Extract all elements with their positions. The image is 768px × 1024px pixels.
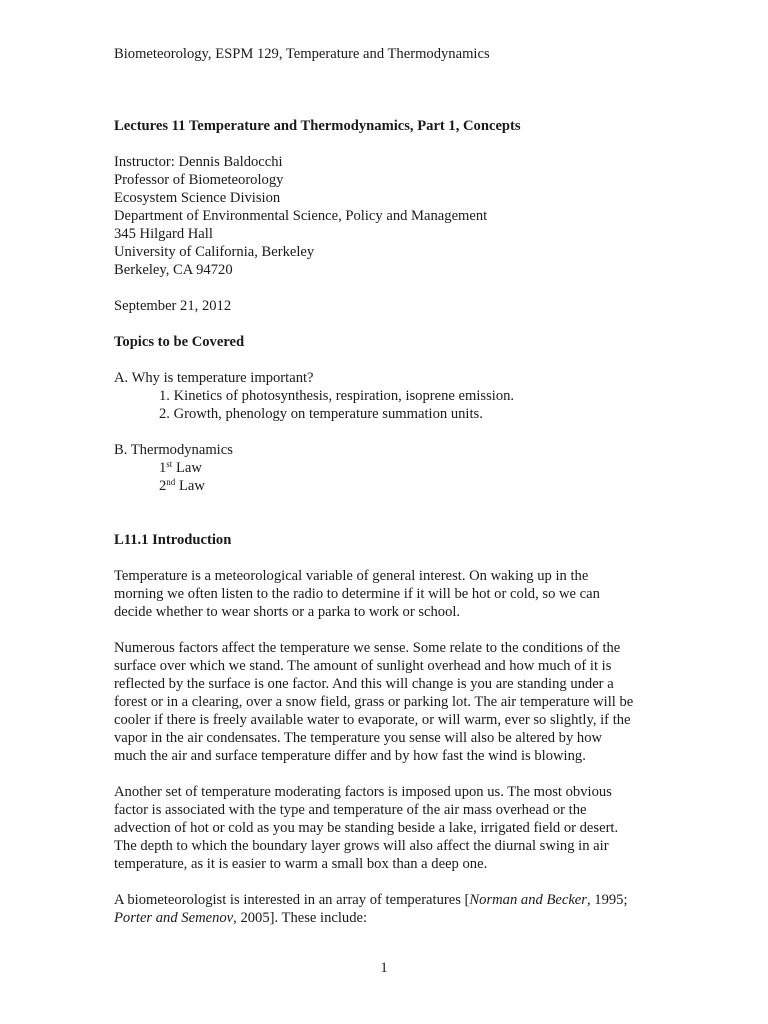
paragraph-line: forest or in a clearing, over a snow field, grass or parking lot. The air temperature will be [114, 694, 634, 710]
topic-b-item [114, 459, 659, 477]
topic-a-item: 1. Kinetics of photosynthesis, respiration, isoprene emission. [159, 388, 515, 404]
page-content [114, 45, 659, 927]
instructor-line: University of California, Berkeley [114, 244, 315, 260]
topic-a-item: 2. Growth, phenology on temperature summation units. [159, 406, 483, 422]
topics-heading: Topics to be Covered [114, 334, 245, 350]
paragraph-line: much the air and surface temperature differ and by how fast the wind is blowing. [114, 748, 586, 764]
paragraph [114, 567, 659, 621]
citation-year: , 1995; [586, 892, 628, 908]
paragraph-line: cooler if there is freely available water to evaporate, or will warm, ever so slightly, if the [114, 712, 631, 728]
paragraph-line: reflected by the surface is one factor. And this will change is you are standing under a [114, 676, 614, 692]
paragraph-line: Temperature is a meteorological variable of general interest. On waking up in the [114, 568, 589, 584]
law-number: 1 [159, 460, 167, 476]
law-ordinal: st [166, 459, 173, 469]
paragraph-line [114, 909, 659, 927]
instructor-line: Professor of Biometeorology [114, 172, 284, 188]
paragraph-line: surface over which we stand. The amount of sunlight overhead and how much of it is [114, 658, 612, 674]
law-number: 2 [159, 478, 167, 494]
instructor-block [114, 153, 659, 279]
paragraph-line: morning we often listen to the radio to determine if it will be hot or cold, so we can [114, 586, 600, 602]
paragraph [114, 891, 659, 927]
paragraph [114, 639, 659, 765]
topic-b-title: B. Thermodynamics [114, 442, 233, 458]
paragraph-line: temperature, as it is easier to warm a small box than a deep one. [114, 856, 488, 872]
instructor-line: 345 Hilgard Hall [114, 226, 213, 242]
paragraph-line: advection of hot or cold as you may be standing beside a lake, irrigated field or desert. [114, 820, 619, 836]
section-heading: L11.1 Introduction [114, 532, 232, 548]
instructor-line: Department of Environmental Science, Policy and Management [114, 208, 488, 224]
paragraph-line: decide whether to wear shorts or a parka to work or school. [114, 604, 461, 620]
instructor-line: Berkeley, CA 94720 [114, 262, 233, 278]
paragraph-line [114, 891, 659, 909]
citation-authors: Norman and Becker [469, 892, 587, 908]
law-text: Law [175, 478, 205, 494]
paragraph-line: factor is associated with the type and temperature of the air mass overhead or the [114, 802, 587, 818]
instructor-line: Ecosystem Science Division [114, 190, 281, 206]
citation-year: , 2005]. These include: [233, 910, 368, 926]
citation-authors: Porter and Semenov [114, 910, 234, 926]
topic-b-item [114, 477, 659, 495]
paragraph [114, 783, 659, 873]
law-ordinal: nd [166, 477, 176, 487]
paragraph-line: Numerous factors affect the temperature we sense. Some relate to the conditions of the [114, 640, 621, 656]
text-run: A biometeorologist is interested in an array of temperatures [ [114, 892, 470, 908]
paragraph-line: The depth to which the boundary layer grows will also affect the diurnal swing in air [114, 838, 609, 854]
instructor-line: Instructor: Dennis Baldocchi [114, 154, 283, 170]
law-text: Law [172, 460, 202, 476]
date: September 21, 2012 [114, 298, 232, 314]
paragraph-line: vapor in the air condensates. The temperature you sense will also be altered by how [114, 730, 603, 746]
running-header: Biometeorology, ESPM 129, Temperature and Thermodynamics [114, 46, 490, 62]
paragraph-line: Another set of temperature moderating factors is imposed upon us. The most obvious [114, 784, 612, 800]
topic-a-title: A. Why is temperature important? [114, 370, 314, 386]
page-number: 1 [380, 960, 388, 976]
lecture-title: Lectures 11 Temperature and Thermodynamics, Part 1, Concepts [114, 118, 521, 134]
